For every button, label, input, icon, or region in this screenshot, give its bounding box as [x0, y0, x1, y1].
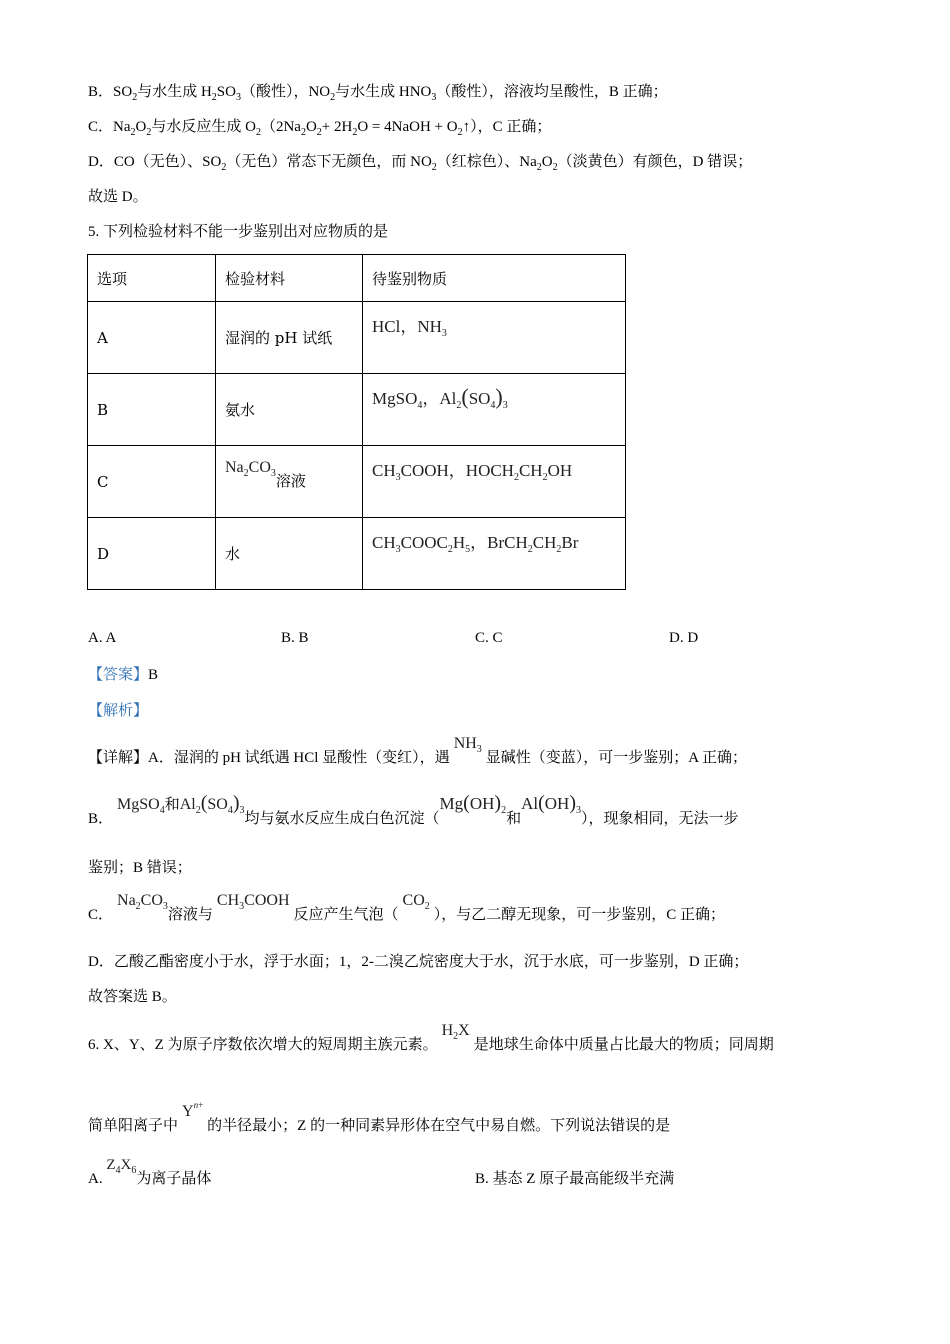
row-b-option: B [88, 374, 216, 446]
question-5-conclusion: 故答案选 B。 [88, 989, 177, 1005]
explanation-c: C． $Na_2CO_3$溶液与 $CH_3COOH$ 反应产生气泡（ $CO_2$ ），与乙二醇无现象，可一步鉴别，C 正确； [88, 892, 726, 923]
row-d-material: 水 [216, 518, 363, 590]
row-c-substances: $CH_3COOH$，$HOCH_2CH_2OH$ [363, 446, 626, 518]
table-row [88, 446, 626, 518]
answer-label: 【答案】 [88, 667, 149, 683]
prev-explanation-b: B．$SO_2$与水生成 $H_2SO_3$（酸性），$NO_2$与水生成 $HNO_3$（酸性），溶液均呈酸性，B 正确； [88, 84, 668, 103]
prev-conclusion: 故选 D。 [88, 189, 148, 205]
row-c-option: C [88, 446, 216, 518]
table-row [88, 518, 626, 590]
row-c-material: $Na_2CO_3$溶液 [216, 446, 363, 518]
table-header-substances: 待鉴别物质 [363, 255, 626, 302]
question-6-option-a: A. $Z_4X_6$为离子晶体 [88, 1157, 212, 1187]
explanation-b: B． MgSO$_4$和$Al_2(SO_4)_3$均与氨水反应生成白色沉淀（$Mg(OH)_2$和$Al(OH)_3$），现象相同，无法一步 [88, 792, 739, 827]
row-b-material: 氨水 [216, 374, 363, 446]
table-row [88, 302, 626, 374]
answer-line [88, 664, 158, 686]
prev-explanation-d: D．CO（无色）、$SO_2$（无色）常态下无颜色，而 $NO_2$（红棕色）、$Na_2O_2$（淡黄色）有颜色，D 错误； [88, 154, 753, 173]
table-header-row [88, 255, 626, 302]
option-c: C. C [475, 630, 503, 646]
row-d-substances: $CH_3COOC_2H_5$，$BrCH_2CH_2Br$ [363, 518, 626, 590]
table-header-option: 选项 [88, 255, 216, 302]
option-d: D. D [669, 630, 699, 646]
option-a: A. A [88, 630, 117, 646]
row-d-option: D [88, 518, 216, 590]
option-b: B. B [281, 630, 309, 646]
detail-label: 【详解】 [88, 750, 149, 766]
explanation-b-cont: 鉴别；B 错误； [88, 860, 192, 876]
row-a-material: 湿润的 pH 试纸 [216, 302, 363, 374]
question-6-stem-2: 简单阳离子中 $Y^{n+}$ 的半径最小；Z 的一种同素异形体在空气中易自燃。下列说法错误的是 [88, 1100, 671, 1134]
row-a-substances: HCl，$NH_3$ [363, 302, 626, 374]
explanation-d: D．乙酸乙酯密度小于水，浮于水面；1，2-二溴乙烷密度大于水，沉于水底，可一步鉴别，D 正确； [88, 954, 749, 970]
question-6-option-b: B. 基态 Z 原子最高能级半充满 [475, 1171, 675, 1187]
answer-value: B [148, 667, 159, 683]
table-row [88, 374, 626, 446]
analysis-label: 【解析】 [88, 703, 149, 719]
explanation-a: 【详解】A．湿润的 pH 试纸遇 HCl 显酸性（变红），遇 $NH_3$ 显碱性（变蓝），可一步鉴别；A 正确； [88, 735, 748, 766]
question-5-stem: 5. 下列检验材料不能一步鉴别出对应物质的是 [88, 224, 389, 240]
row-a-option: A [88, 302, 216, 374]
table-header-material: 检验材料 [216, 255, 363, 302]
row-b-substances: MgSO$_4$，$Al_2(SO_4)_3$ [363, 374, 626, 446]
prev-explanation-c: C．$Na_2O_2$与水反应生成 $O_2(2Na_2O_2+ 2H_2O$ = 4NaOH + $O_2↑$），C 正确； [88, 119, 552, 138]
question-5-table [87, 254, 626, 590]
question-6-stem-1: 6. X、Y、Z 为原子序数依次增大的短周期主族元素。 $H_2X$ 是地球生命体中质量占比最大的物质；同周期 [88, 1022, 774, 1053]
